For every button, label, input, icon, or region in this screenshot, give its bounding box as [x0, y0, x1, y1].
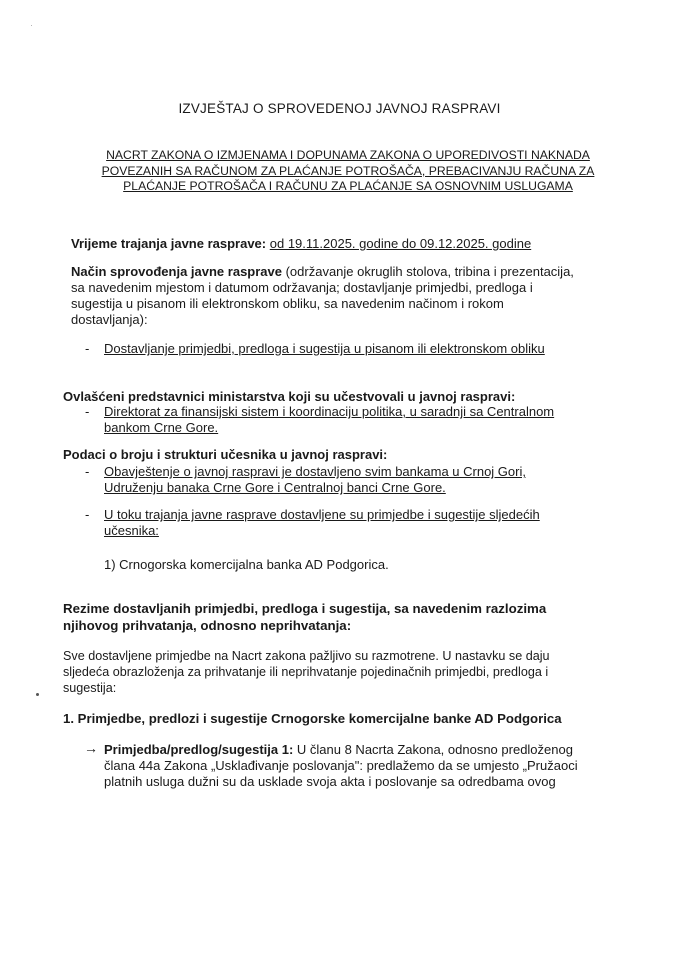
item-text: U članu 8 Nacrta Zakona, odnosno predloženog: [293, 742, 573, 757]
method-text: (održavanje okruglih stolova, tribina i prezentacija,: [281, 264, 574, 279]
summary-heading: [63, 600, 587, 634]
scan-mark: ·: [30, 20, 33, 30]
summary-text-line: Sve dostavljene primjedbe na Nacrt zakona pažljivo su razmotrene. U nastavku se daju: [63, 649, 550, 663]
scan-dot: [36, 693, 39, 696]
participants-heading: Podaci o broju i strukturi učesnika u javnoj raspravi:: [63, 447, 388, 462]
subtitle-line: PLAĆANJE POTROŠAČA I RAČUNU ZA PLAĆANJE SA OSNOVNIM USLUGAMA: [123, 179, 573, 193]
law-draft-title: [88, 148, 608, 195]
section-1-heading: 1. Primjedbe, predlozi i sugestije Crnogorske komercijalne banke AD Podgorica: [63, 711, 562, 726]
duration-line: [71, 236, 591, 252]
item-text-line: člana 44a Zakona „Usklađivanje poslovanja": predlažemo da se umjesto „Pružaoci: [104, 758, 578, 773]
participants-line: učesnika:: [104, 523, 159, 538]
bullet-dash: -: [85, 404, 90, 419]
representatives-heading: Ovlašćeni predstavnici ministarstva koji su učestvovali u javnoj raspravi:: [63, 389, 516, 404]
duration-label: Vrijeme trajanja javne rasprave:: [71, 236, 267, 251]
representatives-item: [104, 404, 590, 436]
representatives-line: Direktorat za finansijski sistem i koordinaciju politika, u saradnji sa Centralnom: [104, 404, 555, 419]
participants-line: Udruženju banaka Crne Gore i Centralnoj banci Crne Gore.: [104, 480, 446, 495]
bullet-dash: -: [85, 341, 90, 356]
section-1-item-1: [104, 742, 590, 790]
method-label: Način sprovođenja javne rasprave: [71, 264, 282, 279]
summary-text-line: sugestija:: [63, 681, 117, 695]
summary-heading-line: Rezime dostavljanih primjedbi, predloga i sugestija, sa navedenim razlozima: [63, 601, 547, 616]
participants-item-2: [104, 507, 590, 539]
participants-item-1: [104, 464, 590, 496]
method-item: Dostavljanje primjedbi, predloga i sugestija u pisanom ili elektronskom obliku: [104, 341, 545, 356]
participant-entry: 1) Crnogorska komercijalna banka AD Podgorica.: [104, 557, 389, 572]
summary-text-line: sljedeća obrazloženja za prihvatanje ili neprihvatanje pojedinačnih primjedbi, predloga i: [63, 665, 549, 679]
item-label: Primjedba/predlog/sugestija 1:: [104, 742, 294, 757]
bullet-dash: -: [85, 507, 90, 522]
summary-text: [63, 648, 593, 696]
arrow-bullet-icon: →: [84, 740, 98, 756]
method-text-line: sugestija u pisanom ili elektronskom obliku, sa navedenim načinom i rokom: [71, 296, 504, 311]
page-title: IZVJEŠTAJ O SPROVEDENOJ JAVNOJ RASPRAVI: [178, 101, 501, 116]
subtitle-line: NACRT ZAKONA O IZMJENAMA I DOPUNAMA ZAKONA O UPOREDIVOSTI NAKNADA: [106, 148, 590, 162]
participants-line: Obavještenje o javnoj raspravi je dostavljeno svim bankama u Crnoj Gori,: [104, 464, 526, 479]
bullet-dash: -: [85, 464, 90, 479]
representatives-line: bankom Crne Gore.: [104, 420, 219, 435]
summary-heading-line: njihovog prihvatanja, odnosno neprihvatanja:: [63, 618, 352, 633]
participants-line: U toku trajanja javne rasprave dostavljene su primjedbe i sugestije sljedećih: [104, 507, 540, 522]
method-text-line: sa navedenim mjestom i datumom održavanja; dostavljanje primjedbi, predloga i: [71, 280, 533, 295]
method-text-line: dostavljanja):: [71, 312, 148, 327]
duration-value: od 19.11.2025. godine do 09.12.2025. godine: [269, 236, 532, 251]
method-paragraph: [71, 264, 587, 328]
item-text-line: platnih usluga dužni su da usklade svoja akta i poslovanje sa odredbama ovog: [104, 774, 556, 789]
subtitle-line: POVEZANIH SA RAČUNOM ZA PLAĆANJE POTROŠAČA, PREBACIVANJU RAČUNA ZA: [101, 163, 595, 178]
